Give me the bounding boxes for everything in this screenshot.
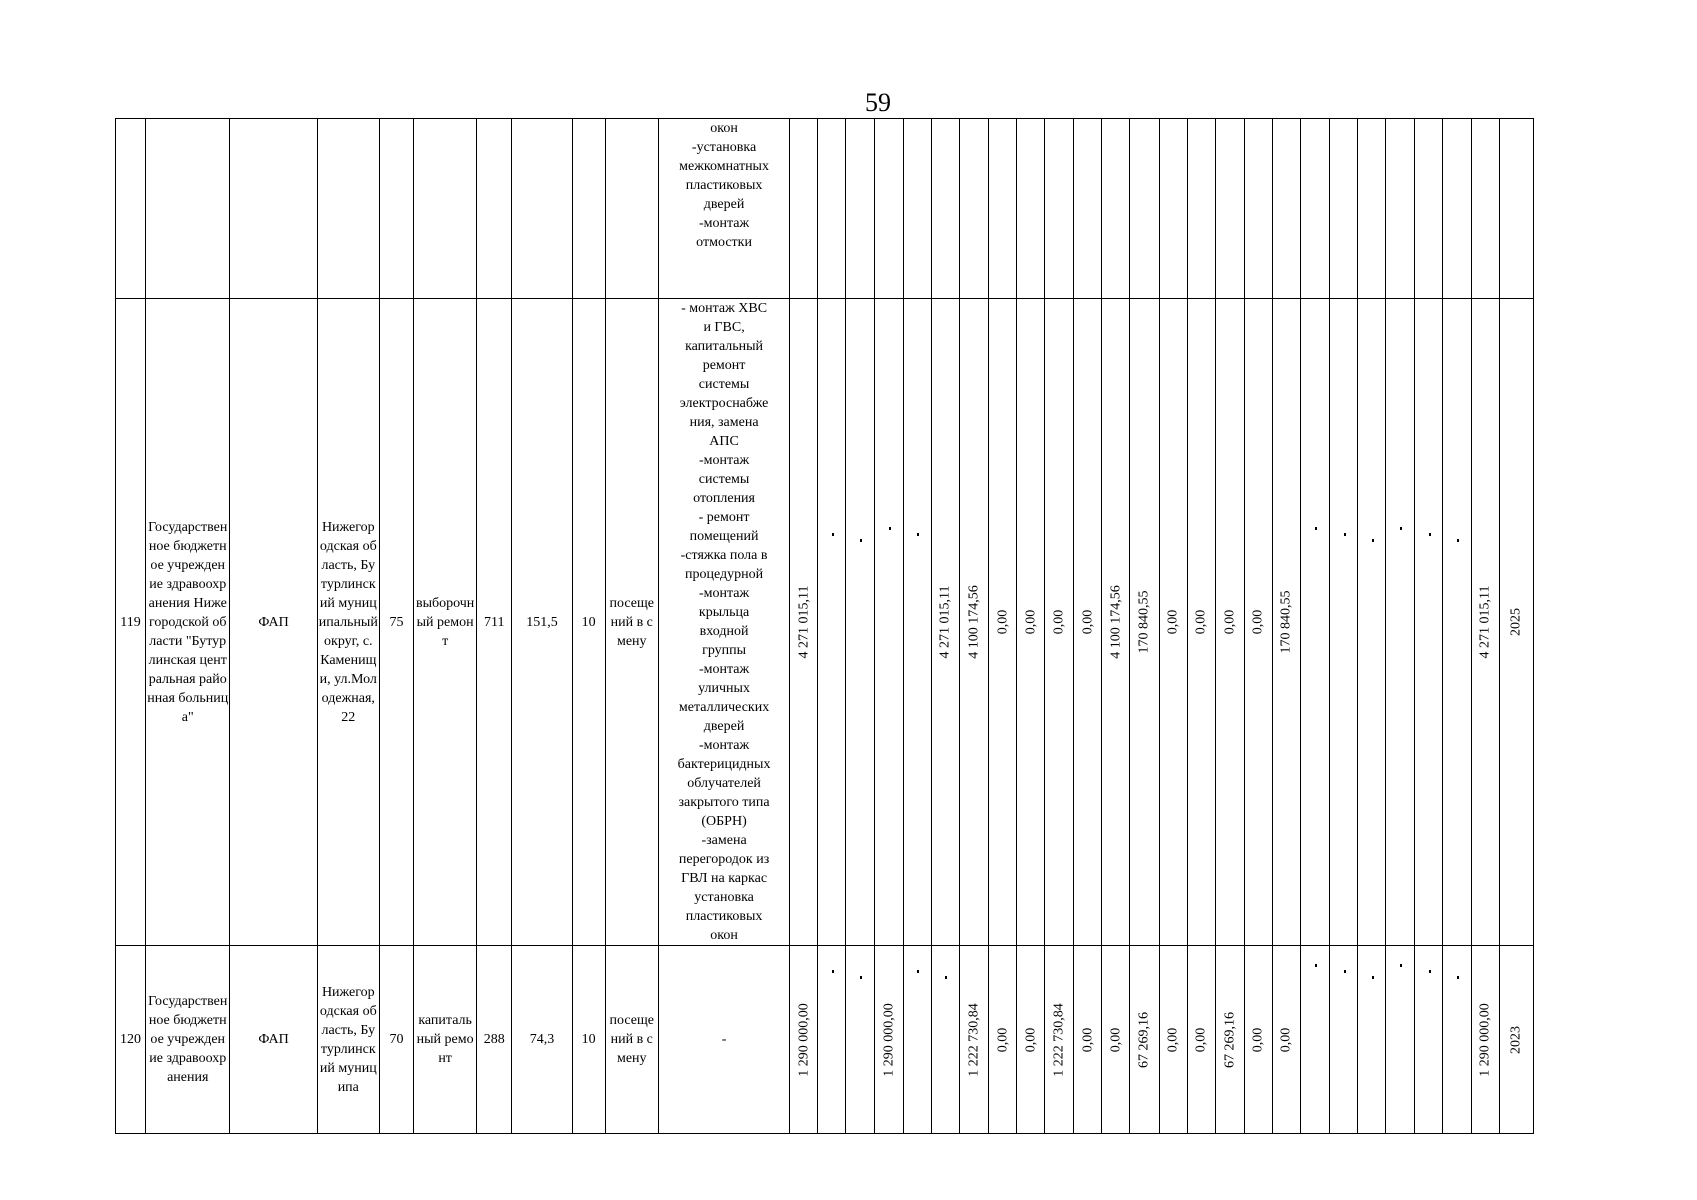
page-number: 59 — [865, 88, 891, 117]
amount-text: 0,00 — [995, 609, 1010, 635]
cell-unit: посещений в смену — [605, 946, 658, 1134]
cell-amount — [988, 119, 1016, 299]
cell-work — [414, 119, 477, 299]
cell-amount — [1415, 299, 1443, 946]
cell-amount — [903, 299, 931, 946]
cell-amount — [959, 946, 988, 1134]
cell-amount — [931, 119, 959, 299]
dash-mark — [1372, 976, 1374, 979]
cell-amount — [903, 119, 931, 299]
amount-text: 4 271 015,11 — [796, 585, 812, 659]
cell-amount — [1499, 119, 1533, 299]
cell-amount — [988, 299, 1016, 946]
cell-amount — [1074, 946, 1102, 1134]
cell-year2 — [477, 119, 512, 299]
cell-amount — [1244, 119, 1272, 299]
cell-type: ФАП — [230, 946, 317, 1134]
cell-unit — [605, 119, 658, 299]
dash-mark — [860, 539, 862, 542]
amount-text: 4 100 174,56 — [1108, 585, 1124, 659]
amount-text: 0,00 — [995, 1027, 1010, 1052]
cell-amount — [1215, 119, 1244, 299]
cell-works-list: окон -установка межкомнатных пластиковых дверей -монтаж отмостки — [658, 119, 789, 299]
dash-mark — [1372, 539, 1374, 542]
cell-work: выборочный ремонт — [414, 299, 477, 946]
cell-amount — [1471, 119, 1499, 299]
dash-mark — [1457, 539, 1459, 542]
cell-amount — [1358, 299, 1386, 946]
cell-amount — [818, 299, 846, 946]
dash-mark — [945, 976, 947, 979]
dash-mark — [832, 970, 834, 973]
amount-text: 2025 — [1508, 608, 1524, 636]
cell-amount — [874, 946, 903, 1134]
cell-works-list: - — [658, 946, 789, 1134]
cell-amount — [1045, 946, 1074, 1134]
amount-text: 2023 — [1508, 1025, 1524, 1054]
cell-amount — [1159, 946, 1187, 1134]
cell-address — [317, 119, 379, 299]
cell-amount — [1187, 119, 1215, 299]
cell-amount — [1272, 299, 1300, 946]
cell-amount — [1471, 299, 1499, 946]
cell-amount — [959, 119, 988, 299]
cell-amount — [1017, 946, 1045, 1134]
table-row — [116, 299, 1534, 946]
amount-text: 4 100 174,56 — [966, 585, 982, 659]
cell-area — [512, 119, 572, 299]
cell-year — [379, 119, 413, 299]
cell-amount — [1187, 946, 1215, 1134]
cell-no — [116, 119, 146, 299]
cell-amount — [1386, 946, 1415, 1134]
amount-text: 0,00 — [1193, 609, 1209, 635]
amount-text: 0,00 — [1165, 609, 1181, 635]
cell-amount — [1045, 299, 1074, 946]
amount-text: 1 290 000,00 — [881, 1002, 897, 1077]
amount-text: 67 269,16 — [1222, 1011, 1238, 1068]
cell-amount — [1130, 299, 1159, 946]
amount-text: 0,00 — [1250, 609, 1266, 635]
works-table — [115, 118, 1534, 1134]
cell-amount — [846, 946, 874, 1134]
cell-amount — [931, 946, 959, 1134]
dash-mark — [917, 533, 919, 536]
amount-text: 0,00 — [1250, 1027, 1266, 1052]
cell-amount — [790, 946, 818, 1134]
cell-amount — [1244, 946, 1272, 1134]
amount-text: 0,00 — [1108, 1027, 1124, 1052]
cell-amount — [1244, 299, 1272, 946]
amount-text: 0,00 — [1222, 609, 1238, 635]
cell-amount — [790, 119, 818, 299]
cell-amount — [1300, 946, 1329, 1134]
cell-amount — [1415, 119, 1443, 299]
amount-text: 1 222 730,84 — [966, 1002, 982, 1077]
cell-year: 75 — [379, 299, 413, 946]
cell-amount — [818, 119, 846, 299]
cell-address: Нижегородская область, Бутурлинский муниципа — [317, 946, 379, 1134]
amount-text: 1 290 000,00 — [796, 1002, 812, 1077]
cell-institution: Государственное бюджетное учреждение здравоохранения Нижегородской области "Бутурлинская центральная районная больница" — [146, 299, 230, 946]
amount-text: 4 271 015,11 — [1477, 585, 1493, 659]
amount-text: 170 840,55 — [1278, 590, 1294, 654]
cell-amount — [1187, 299, 1215, 946]
amount-text: 0,00 — [1023, 1027, 1039, 1052]
table-row — [116, 946, 1534, 1134]
amount-text: 0,00 — [1051, 609, 1067, 635]
cell-amount — [1300, 119, 1329, 299]
cell-institution: Государственное бюджетное учреждение здравоохранения — [146, 946, 230, 1134]
amount-text: 0,00 — [1278, 1027, 1294, 1052]
amount-text: 1 290 000,00 — [1477, 1002, 1493, 1077]
cell-amount — [1102, 299, 1130, 946]
cell-amount — [1443, 119, 1471, 299]
amount-text: 0,00 — [1080, 609, 1096, 635]
cell-amount — [1358, 119, 1386, 299]
cell-work: капитальный ремонт — [414, 946, 477, 1134]
amount-text: 0,00 — [1023, 609, 1039, 635]
cell-type: ФАП — [230, 299, 317, 946]
cell-amount — [1330, 119, 1358, 299]
cell-capacity: 10 — [572, 299, 605, 946]
cell-amount — [1074, 119, 1102, 299]
dash-mark — [1457, 976, 1459, 979]
cell-amount — [1471, 946, 1499, 1134]
dash-mark — [1344, 533, 1346, 536]
cell-amount — [846, 299, 874, 946]
cell-amount — [874, 299, 903, 946]
amount-text: 0,00 — [1193, 1027, 1209, 1052]
dash-mark — [1429, 533, 1431, 536]
cell-amount — [818, 946, 846, 1134]
cell-area: 151,5 — [512, 299, 572, 946]
cell-capacity: 10 — [572, 946, 605, 1134]
cell-no: 120 — [116, 946, 146, 1134]
cell-amount — [1300, 299, 1329, 946]
amount-text: 0,00 — [1080, 1027, 1096, 1052]
cell-amount — [1443, 946, 1471, 1134]
cell-amount — [1130, 119, 1159, 299]
dash-mark — [1344, 970, 1346, 973]
cell-amount — [1358, 946, 1386, 1134]
cell-amount — [874, 119, 903, 299]
dash-mark — [1400, 527, 1402, 530]
table-row — [116, 119, 1534, 299]
cell-type — [230, 119, 317, 299]
cell-amount — [1330, 946, 1358, 1134]
cell-amount — [1017, 119, 1045, 299]
amount-text: 170 840,55 — [1136, 590, 1152, 654]
cell-unit: посещений в смену — [605, 299, 658, 946]
dash-mark — [1429, 970, 1431, 973]
cell-amount — [931, 299, 959, 946]
cell-address: Нижегородская область, Бутурлинский муниципальный округ, с. Каменищи, ул.Молодежная, 22 — [317, 299, 379, 946]
cell-capacity — [572, 119, 605, 299]
cell-amount — [1017, 299, 1045, 946]
cell-works-list: - монтаж ХВС и ГВС, капитальный ремонт системы электроснабже ния, замена АПС -монтаж системы отопления - ремонт помещений -стяжка пола в процедурной -монтаж крыльца входной группы -монтаж уличных металлических дверей -монтаж бактерицидных облучателей закрытого типа (ОБРН) -замена перегородок из ГВЛ на каркас установка пластиковых окон — [658, 299, 789, 946]
cell-no: 119 — [116, 299, 146, 946]
amount-text: 1 222 730,84 — [1051, 1002, 1067, 1077]
cell-amount — [1130, 946, 1159, 1134]
cell-amount — [959, 299, 988, 946]
cell-amount — [1272, 119, 1300, 299]
cell-amount — [988, 946, 1016, 1134]
cell-amount — [790, 299, 818, 946]
cell-amount — [1499, 946, 1533, 1134]
dash-mark — [832, 533, 834, 536]
cell-amount — [1386, 119, 1415, 299]
dash-mark — [1315, 964, 1317, 967]
dash-mark — [1315, 527, 1317, 530]
cell-area: 74,3 — [512, 946, 572, 1134]
amount-text: 0,00 — [1165, 1027, 1181, 1052]
cell-amount — [903, 946, 931, 1134]
cell-year: 70 — [379, 946, 413, 1134]
cell-amount — [1074, 299, 1102, 946]
cell-institution — [146, 119, 230, 299]
cell-amount — [1272, 946, 1300, 1134]
dash-mark — [860, 976, 862, 979]
cell-year2: 711 — [477, 299, 512, 946]
cell-amount — [1045, 119, 1074, 299]
cell-amount — [1499, 299, 1533, 946]
dash-mark — [889, 527, 891, 530]
cell-amount — [1102, 119, 1130, 299]
cell-year2: 288 — [477, 946, 512, 1134]
amount-text: 4 271 015,11 — [937, 585, 953, 659]
cell-amount — [1159, 119, 1187, 299]
cell-amount — [1102, 946, 1130, 1134]
dash-mark — [1400, 964, 1402, 967]
cell-amount — [1159, 299, 1187, 946]
dash-mark — [917, 970, 919, 973]
amount-text: 67 269,16 — [1136, 1011, 1152, 1068]
cell-amount — [1215, 299, 1244, 946]
cell-amount — [1330, 299, 1358, 946]
cell-amount — [1415, 946, 1443, 1134]
cell-amount — [846, 119, 874, 299]
cell-amount — [1386, 299, 1415, 946]
cell-amount — [1215, 946, 1244, 1134]
cell-amount — [1443, 299, 1471, 946]
